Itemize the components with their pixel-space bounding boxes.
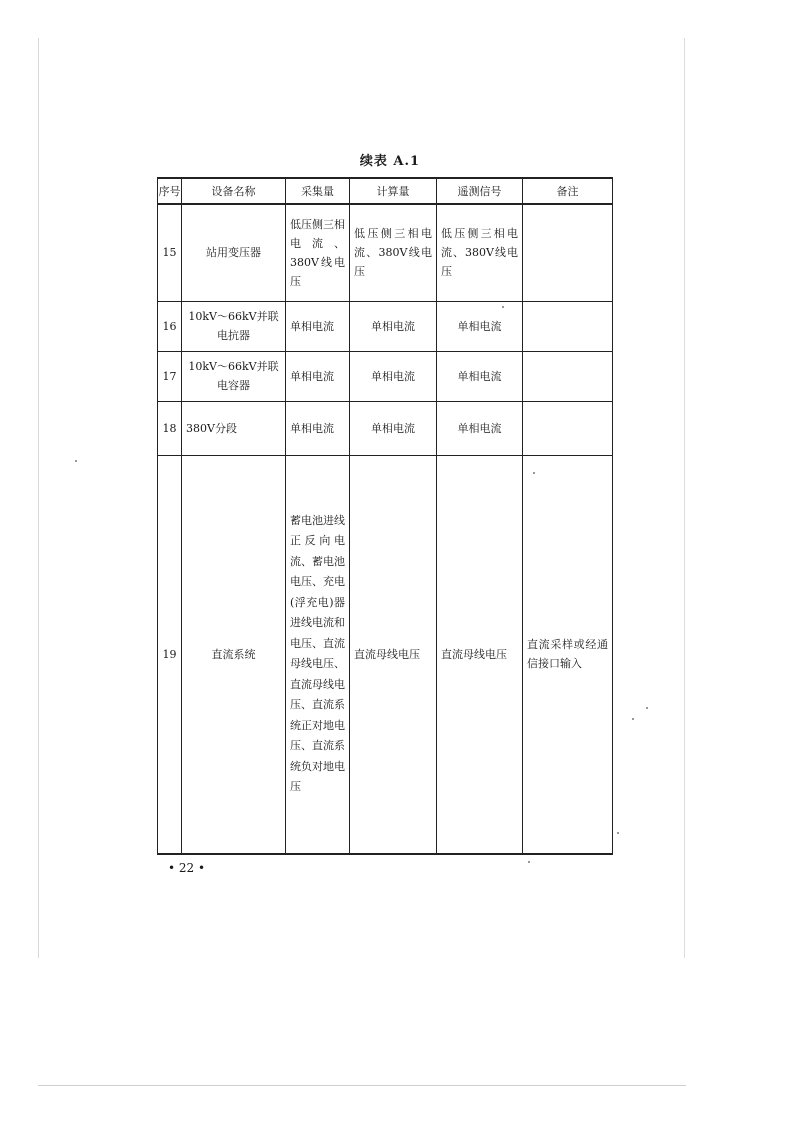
collected-quantity: 单相电流 [286, 301, 350, 351]
device-name: 站用变压器 [182, 204, 286, 301]
collected-quantity: 单相电流 [286, 351, 350, 401]
device-name: 380V分段 [182, 401, 286, 455]
row-number: 17 [158, 351, 182, 401]
table-row [158, 351, 613, 401]
row-number: 16 [158, 301, 182, 351]
header-computed: 计算量 [350, 178, 437, 204]
remark [523, 301, 613, 351]
scan-speck [533, 472, 535, 474]
computed-quantity: 单相电流 [350, 351, 437, 401]
computed-quantity: 单相电流 [350, 401, 437, 455]
table-header-row [158, 178, 613, 204]
remark [523, 351, 613, 401]
header-remark: 备注 [523, 178, 613, 204]
collected-quantity: 低压侧三相电流、380V线电压 [286, 204, 350, 301]
telemetry-signal: 直流母线电压 [437, 455, 523, 854]
remark: 直流采样或经通信接口输入 [523, 455, 613, 854]
collected-quantity: 蓄电池进线正反向电流、蓄电池电压、充电(浮充电)器进线电流和电压、直流母线电压、直流母线电压、直流系统正对地电压、直流系统负对地电压 [286, 455, 350, 854]
scan-speck [617, 832, 619, 834]
telemetry-signal: 单相电流 [437, 301, 523, 351]
remark [523, 401, 613, 455]
table-row [158, 455, 613, 854]
scan-speck [502, 306, 504, 308]
page-edge-right [684, 38, 685, 958]
scan-speck [75, 460, 77, 462]
header-seq: 序号 [158, 178, 182, 204]
table-row [158, 204, 613, 301]
row-number: 18 [158, 401, 182, 455]
header-device-name: 设备名称 [182, 178, 286, 204]
computed-quantity: 直流母线电压 [350, 455, 437, 854]
scan-speck [528, 861, 530, 863]
table-row [158, 301, 613, 351]
device-name: 10kV～66kV并联电容器 [182, 351, 286, 401]
device-name: 10kV～66kV并联电抗器 [182, 301, 286, 351]
computed-quantity: 低压侧三相电流、380V线电压 [350, 204, 437, 301]
page-edge-bottom [38, 1085, 686, 1086]
page-edge-left [38, 38, 39, 958]
collected-quantity: 单相电流 [286, 401, 350, 455]
telemetry-signal: 单相电流 [437, 351, 523, 401]
scan-speck [632, 718, 634, 720]
telemetry-signal: 单相电流 [437, 401, 523, 455]
device-name: 直流系统 [182, 455, 286, 854]
telemetry-signal: 低压侧三相电流、380V线电压 [437, 204, 523, 301]
header-telemetry: 遥测信号 [437, 178, 523, 204]
scan-speck [646, 707, 648, 709]
header-collected: 采集量 [286, 178, 350, 204]
table-caption: 续表 A.1 [359, 154, 421, 169]
row-number: 15 [158, 204, 182, 301]
page-number: • 22 • [168, 861, 206, 875]
row-number: 19 [158, 455, 182, 854]
device-data-table [157, 177, 613, 855]
computed-quantity: 单相电流 [350, 301, 437, 351]
table-row [158, 401, 613, 455]
remark [523, 204, 613, 301]
